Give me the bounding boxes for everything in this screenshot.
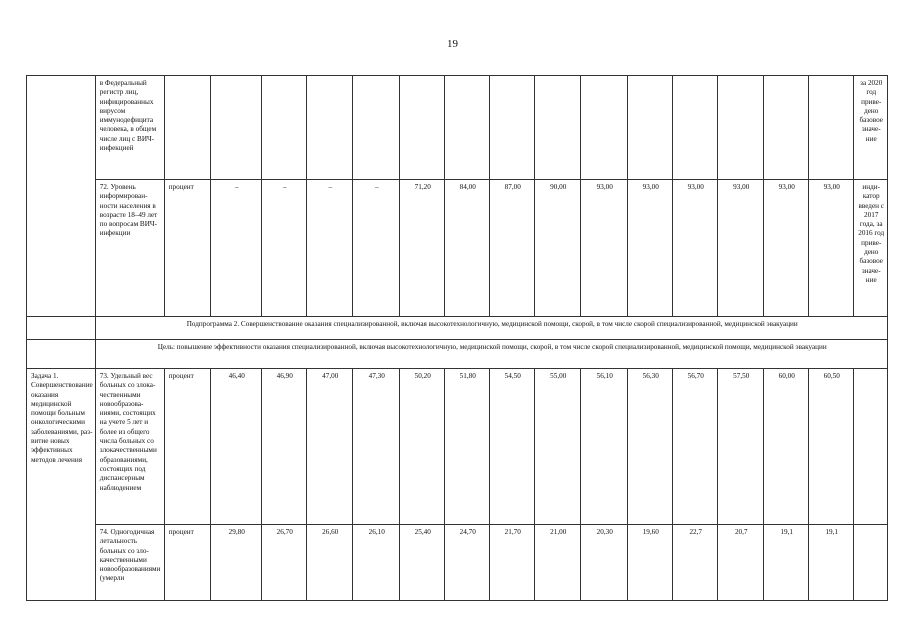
- cell-value: 56,30: [627, 369, 672, 525]
- page-number: 19: [447, 38, 458, 50]
- cell-value: 56,70: [672, 369, 717, 525]
- cell-note: индикатор введен с 2017 года, за 2016 год приведено базовое значение: [853, 180, 887, 317]
- cell-value: 46,40: [210, 369, 261, 525]
- cell-value: 29,80: [210, 525, 261, 601]
- cell-value: 54,50: [489, 369, 534, 525]
- cell-value: 93,00: [717, 180, 763, 317]
- cell-value: 21,00: [534, 525, 580, 601]
- table-row-72: [27, 180, 888, 317]
- cell-value: 26,10: [352, 525, 399, 601]
- cell-value: 19,60: [627, 525, 672, 601]
- cell-value: 93,00: [580, 180, 627, 317]
- cell-value: 25,40: [399, 525, 444, 601]
- cell-value: 26,70: [261, 525, 306, 601]
- cell-unit: процент: [164, 180, 210, 317]
- cell-value: 47,30: [352, 369, 399, 525]
- cell-value: 93,00: [808, 180, 853, 317]
- cell-unit: процент: [164, 525, 210, 601]
- cell-value: –: [352, 180, 399, 317]
- cell-value: 57,50: [717, 369, 763, 525]
- indicators-table: [26, 75, 888, 601]
- cell-value: 93,00: [672, 180, 717, 317]
- cell-value: 90,00: [534, 180, 580, 317]
- cell-value: 47,00: [306, 369, 352, 525]
- cell-value: 50,20: [399, 369, 444, 525]
- cell-indicator-name: в Федеральный регистр лиц, инфицированных вирусом иммунодефицита человека, в общем числе лиц с ВИЧ-инфекцией: [95, 76, 164, 180]
- cell-value: –: [210, 180, 261, 317]
- subprogram-title: Подпрограмма 2. Совершенствование оказания специализированной, включая высокотехнологичную, медицинской помощи, скорой, в том числе скорой специализированной, медицинской эвакуации: [95, 317, 887, 340]
- cell-value: 20,30: [580, 525, 627, 601]
- table-row-74: [27, 525, 888, 601]
- cell-task: Задача 1. Совершенствование оказания медицинской помощи больным онкологическими заболеваниями, развитие новых эффективных методов лечения: [27, 369, 96, 601]
- cell-indicator-name: 74. Одногодичная летальность больных со злокачественными новообразованиями (умерли: [95, 525, 164, 601]
- cell-value: 56,10: [580, 369, 627, 525]
- cell-value: 26,60: [306, 525, 352, 601]
- cell-value: 93,00: [763, 180, 808, 317]
- cell-task-empty: [27, 76, 96, 317]
- table-row-subprogram: [27, 317, 888, 340]
- cell-value: 84,00: [444, 180, 489, 317]
- cell-note: за 2020 год приведено базовое значение: [853, 76, 887, 180]
- cell-value: 20,7: [717, 525, 763, 601]
- cell-unit: процент: [164, 369, 210, 525]
- cell-value: 71,20: [399, 180, 444, 317]
- cell-indicator-name: 73. Удельный вес больных со злокачественными новообразованиями, состоящих на учете 5 лет и более из общего числа больных со злокачественными образованиями, состоящих под диспансерным наблюдением: [95, 369, 164, 525]
- goal-text: Цель: повышение эффективности оказания специализированной, включая высокотехнологичную, медицинской помощи, скорой, в том числе скорой специализированной, медицинской помощи, медицинской эвакуации: [95, 340, 887, 369]
- cell-value: 24,70: [444, 525, 489, 601]
- cell-indicator-name: 72. Уровень информированности населения в возрасте 18–49 лет по вопросам ВИЧ-инфекции: [95, 180, 164, 317]
- cell-value: 60,00: [763, 369, 808, 525]
- cell-value: 46,90: [261, 369, 306, 525]
- table-row-goal: [27, 340, 888, 369]
- cell-value: 19,1: [763, 525, 808, 601]
- cell-value: 93,00: [627, 180, 672, 317]
- cell-value: 19,1: [808, 525, 853, 601]
- cell-value: 22,7: [672, 525, 717, 601]
- cell-value: 55,00: [534, 369, 580, 525]
- cell-value: 60,50: [808, 369, 853, 525]
- table-row-hiv-registry-continuation: [27, 76, 888, 180]
- table-row-73: [27, 369, 888, 525]
- cell-value: 87,00: [489, 180, 534, 317]
- cell-value: –: [261, 180, 306, 317]
- cell-value: 51,80: [444, 369, 489, 525]
- cell-value: 21,70: [489, 525, 534, 601]
- cell-value: –: [306, 180, 352, 317]
